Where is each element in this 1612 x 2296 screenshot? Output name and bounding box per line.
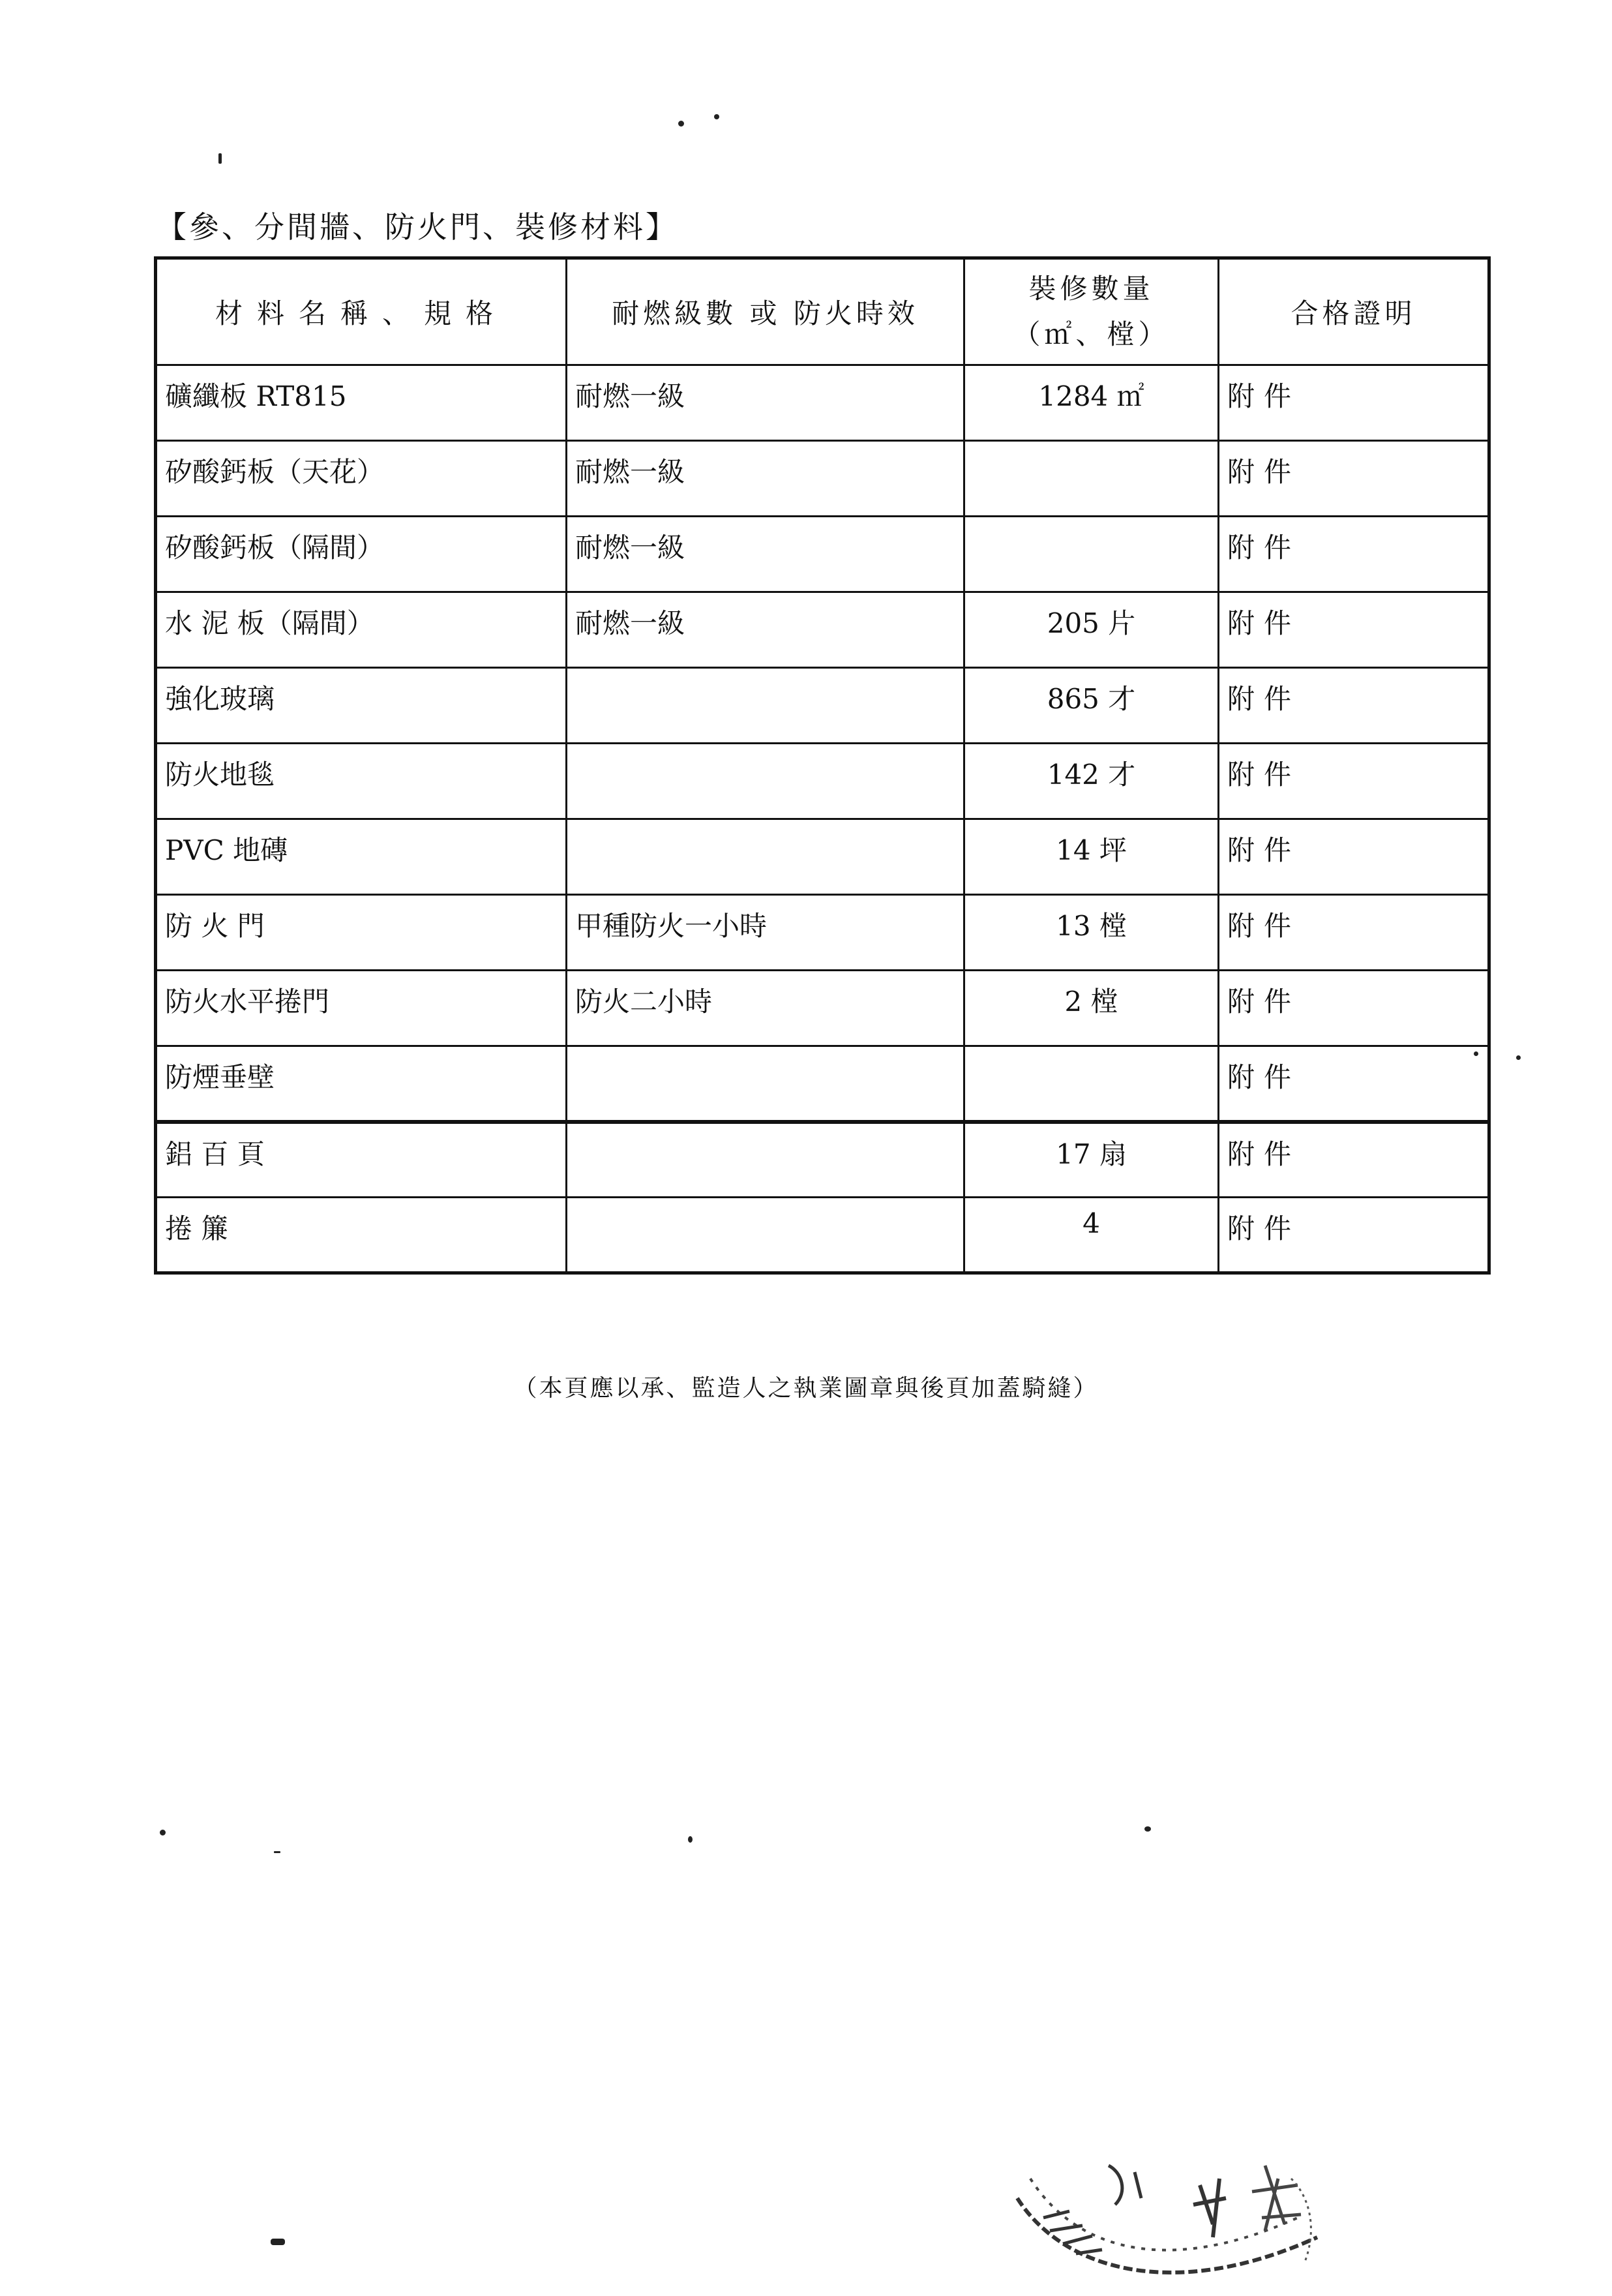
scan-speck [1144,1826,1151,1832]
cell-certificate: 附件 [1219,517,1489,592]
cell-fire-rating: 耐燃一級 [567,517,964,592]
cell-material-name: 矽酸鈣板（隔間） [156,517,567,592]
cell-material-name: 強化玻璃 [156,668,567,744]
table-header-row [156,258,1489,365]
cell-fire-rating [567,1198,964,1273]
cell-certificate: 附件 [1219,895,1489,971]
cell-fire-rating [567,1046,964,1122]
cell-certificate: 附件 [1219,1198,1489,1273]
cell-quantity [964,517,1219,592]
scan-speck [678,121,684,127]
header-material-name: 材料名稱、規格 [156,258,567,365]
cell-quantity [964,441,1219,517]
cell-fire-rating [567,1122,964,1198]
table-row [156,441,1489,517]
cell-fire-rating [567,819,964,895]
table-row [156,365,1489,441]
cell-material-name: 水 泥 板（隔間） [156,592,567,668]
cell-quantity: 14 坪 [964,819,1219,895]
footnote: （本頁應以承、監造人之執業圖章與後頁加蓋騎縫） [513,1375,1099,1402]
table-row [156,592,1489,668]
scan-speck [274,1851,280,1853]
scan-speck [1516,1055,1521,1060]
scan-speck [714,114,719,119]
cell-certificate: 附件 [1219,971,1489,1046]
cell-fire-rating [567,744,964,819]
header-certificate: 合格證明 [1219,258,1489,365]
cell-certificate: 附件 [1219,668,1489,744]
cell-certificate: 附件 [1219,819,1489,895]
cell-material-name: 防火水平捲門 [156,971,567,1046]
header-fire-rating: 耐燃級數 或 防火時效 [567,258,964,365]
cell-quantity: 1284 ㎡ [964,365,1219,441]
scan-speck [218,153,222,164]
table-row [156,668,1489,744]
cell-certificate: 附件 [1219,1046,1489,1122]
cell-material-name: 防火地毯 [156,744,567,819]
scan-speck [1474,1051,1478,1056]
cell-fire-rating: 防火二小時 [567,971,964,1046]
cell-fire-rating: 耐燃一級 [567,365,964,441]
table-row [156,895,1489,971]
cell-certificate: 附件 [1219,1122,1489,1198]
seal-stamp-icon [1004,2139,1343,2296]
table-row [156,1198,1489,1273]
cell-certificate: 附件 [1219,744,1489,819]
cell-certificate: 附件 [1219,592,1489,668]
cell-fire-rating [567,668,964,744]
cell-quantity [964,1046,1219,1122]
cell-material-name: 防煙垂壁 [156,1046,567,1122]
table-row [156,744,1489,819]
table-row [156,819,1489,895]
section-title: 【參、分間牆、防火門、裝修材料】 [157,209,678,245]
table-row [156,1046,1489,1122]
cell-certificate: 附件 [1219,365,1489,441]
header-quantity [964,258,1219,365]
scan-speck [271,2239,285,2245]
cell-fire-rating: 耐燃一級 [567,441,964,517]
table-row [156,1122,1489,1198]
cell-material-name: 鋁 百 頁 [156,1122,567,1198]
cell-quantity: 4 [964,1198,1219,1273]
cell-material-name: 防 火 門 [156,895,567,971]
cell-quantity: 17 扇 [964,1122,1219,1198]
cell-fire-rating: 甲種防火一小時 [567,895,964,971]
table-row [156,517,1489,592]
cell-material-name: PVC 地磚 [156,819,567,895]
cell-quantity: 865 才 [964,668,1219,744]
cell-material-name: 矽酸鈣板（天花） [156,441,567,517]
scan-speck [160,1830,166,1835]
cell-material-name: 捲 簾 [156,1198,567,1273]
cell-quantity: 142 才 [964,744,1219,819]
cell-fire-rating: 耐燃一級 [567,592,964,668]
cell-certificate: 附件 [1219,441,1489,517]
header-quantity-line2: （㎡、樘） [1013,318,1170,350]
header-quantity-line1: 裝修數量 [1028,273,1154,305]
table-row [156,971,1489,1046]
cell-material-name: 礦纖板 RT815 [156,365,567,441]
materials-table [154,256,1491,1275]
cell-quantity: 2 樘 [964,971,1219,1046]
cell-quantity: 205 片 [964,592,1219,668]
scan-speck [688,1836,693,1843]
cell-quantity: 13 樘 [964,895,1219,971]
